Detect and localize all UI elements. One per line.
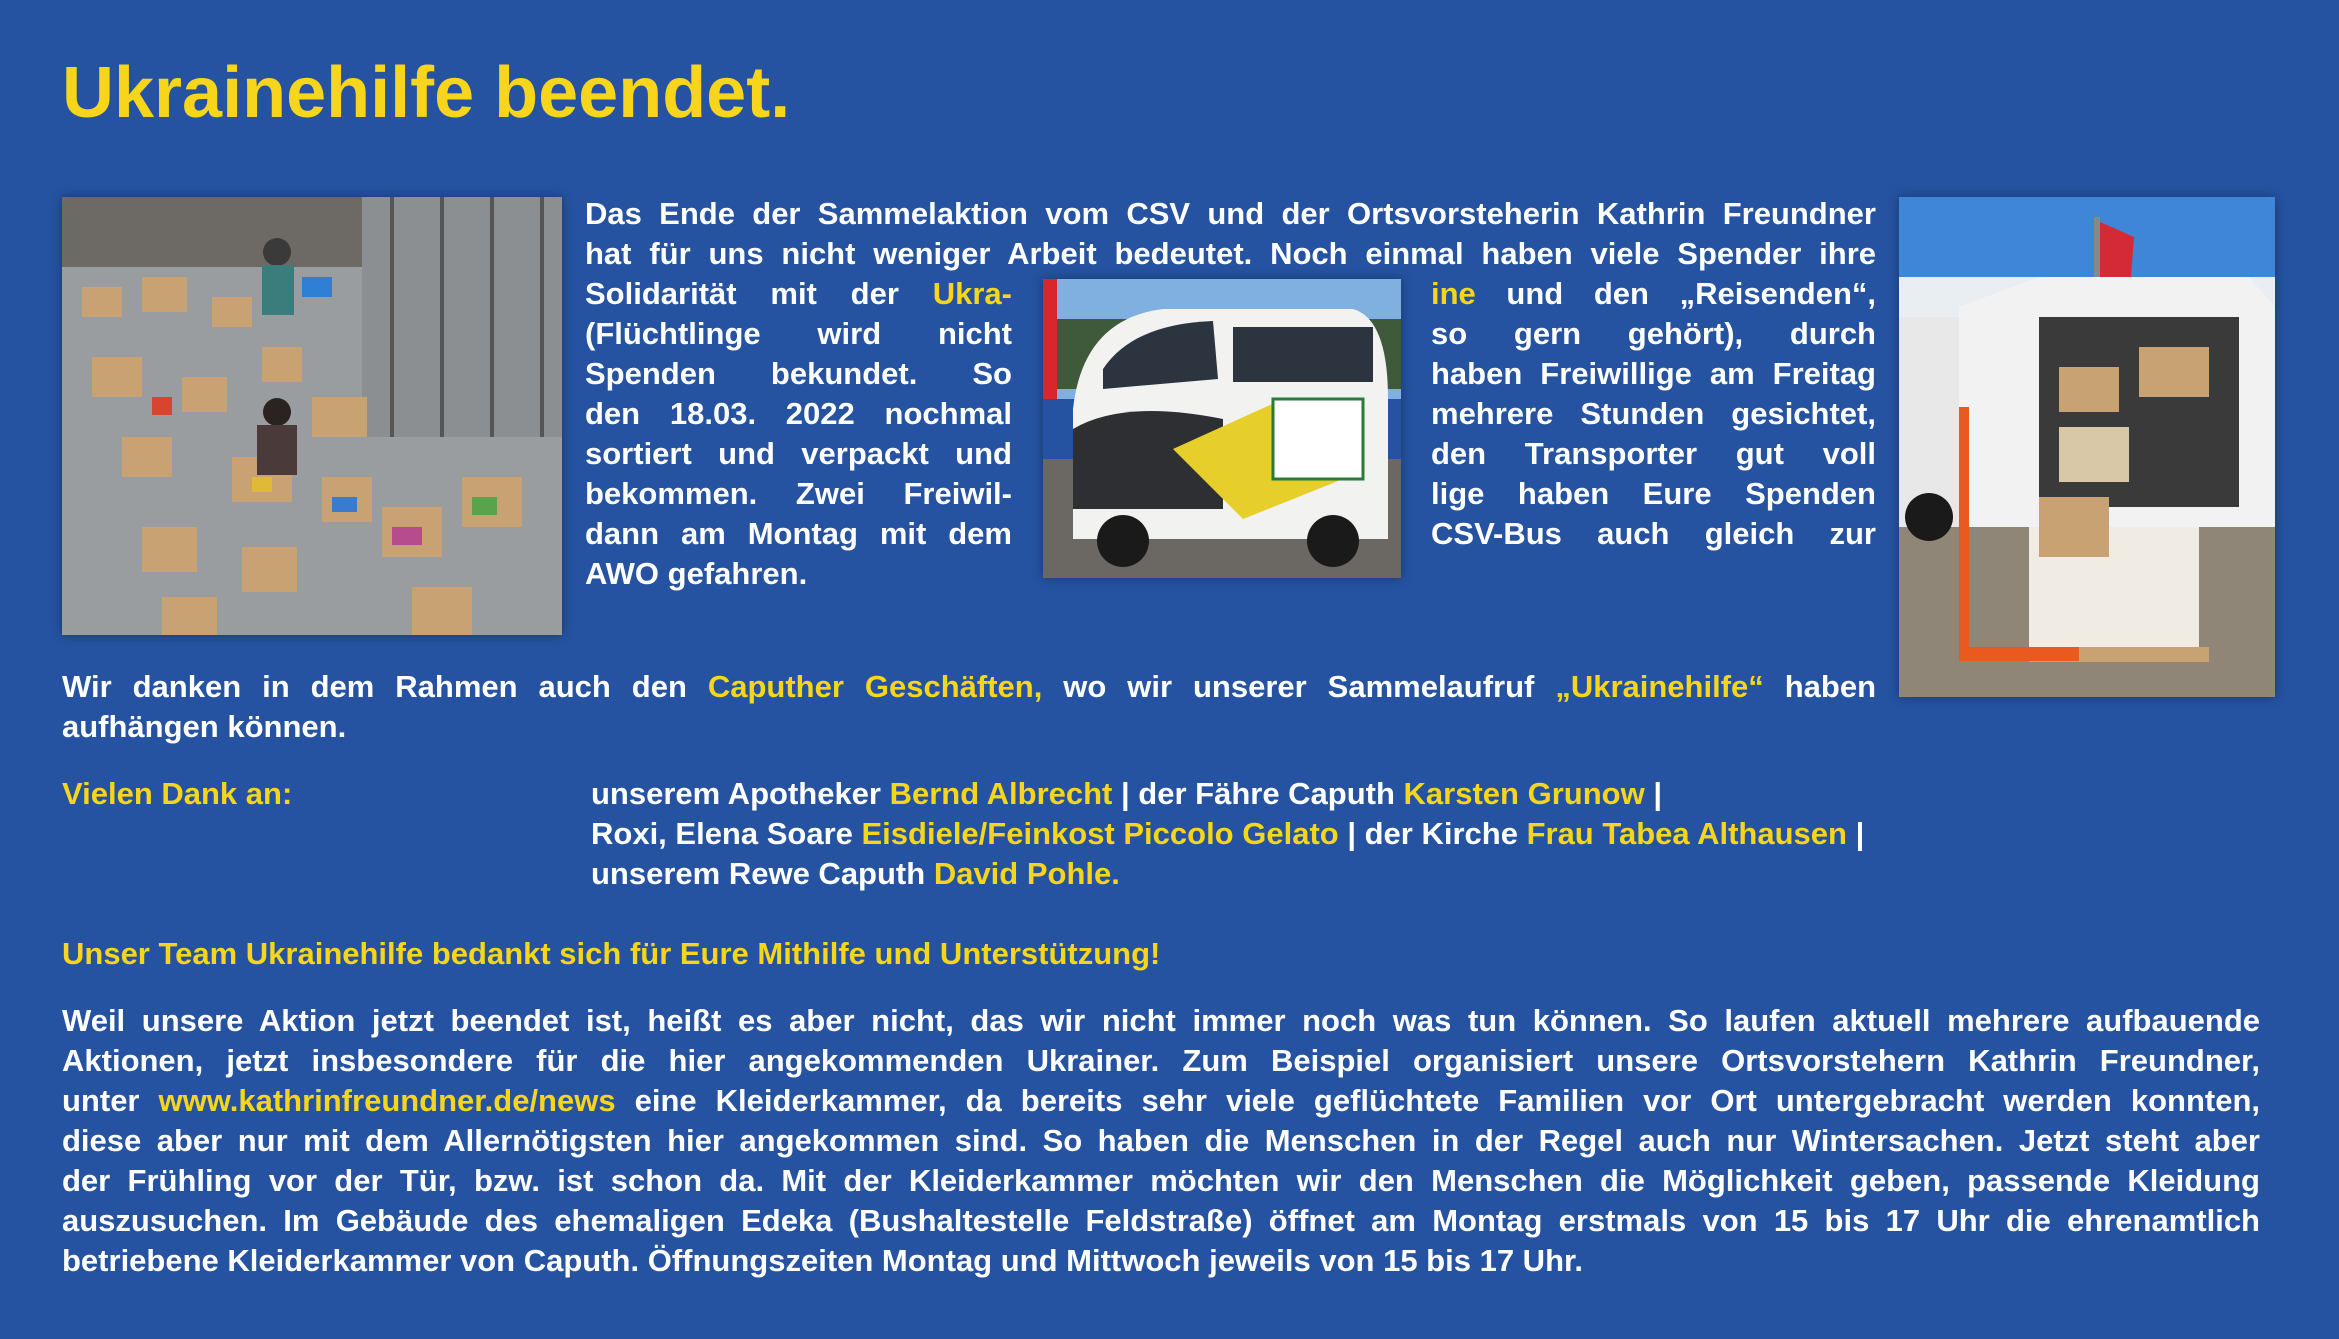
closing-line: diese aber nur mit dem Allernötigsten hier angekommen sind. So haben die Menschen in der Regel auch nur Wintersachen. Jetzt steht aber [62,1123,2260,1158]
closing-line [62,1081,2260,1121]
intro-line-2: hat für uns nicht weniger Arbeit bedeutet. Noch einmal haben viele Spender ihre [585,236,1876,271]
text-run: | der Fähre Caputh [1112,776,1404,811]
team-thanks-line: Unser Team Ukrainehilfe bedankt sich für Eure Mithilfe und Unterstützung! [62,936,1161,971]
closing-paragraph [62,1001,2260,1281]
text-run: Roxi, Elena Soare [591,816,862,851]
intro-left-line: (Flüchtlinge wird nicht [585,316,1012,351]
intro-right-line: haben Freiwillige am Freitag [1431,356,1876,391]
highlight-ukrainehilfe: „Ukrainehilfe“ [1555,669,1764,704]
thanks-name: Frau Tabea Althausen [1526,816,1847,851]
intro-right-line: mehrere Stunden gesichtet, [1431,396,1876,431]
photo-csv-van [1043,279,1401,578]
intro-left-line: den 18.03. 2022 nochmal [585,396,1012,431]
thanks-shops-line [62,667,1876,707]
closing-line: betriebene Kleiderkammer von Caputh. Öffnungszeiten Montag und Mittwoch jeweils von 15 bis 17 Uhr. [62,1243,1583,1278]
intro-left-line [585,274,1012,314]
thanks-name: David Pohle. [933,856,1120,891]
text-run: haben [1763,669,1877,704]
photo-loaded-transporter [1899,197,2275,697]
highlight-shops: Caputher Geschäften, [707,669,1043,704]
thanks-name: Eisdiele/Feinkost Piccolo Gelato [861,816,1339,851]
text-run: wo wir unserer Sammelaufruf [1042,669,1556,704]
separator: | [1644,776,1662,811]
intro-left-line: AWO gefahren. [585,556,808,591]
intro-left-line: dann am Montag mit dem [585,516,1012,551]
thanks-label: Vielen Dank an: [62,776,293,811]
closing-line: auszusuchen. Im Gebäude des ehemaligen Edeka (Bushaltestelle Feldstraße) öffnet am Montag erstmals von 15 bis 17 Uhr die ehrenamtlich [62,1203,2260,1238]
text-run: unter [62,1083,159,1118]
highlight-ukraine: ine [1431,276,1476,311]
closing-line: der Frühling vor der Tür, bzw. ist schon da. Mit der Kleiderkammer möchten wir den Menschen die Möglichkeit geben, passende Kleidung [62,1163,2260,1198]
thanks-name: Karsten Grunow [1403,776,1645,811]
intro-right-column [1431,274,1876,554]
text-run: Solidarität mit der [585,276,933,311]
text-run: unserem Apotheker [591,776,890,811]
thanks-shops-line: aufhängen können. [62,709,347,744]
intro-line-1: Das Ende der Sammelaktion vom CSV und der Ortsvorsteherin Kathrin Freundner [585,196,1876,231]
thanks-row-2 [591,814,1864,854]
separator: | [1846,816,1865,851]
intro-right-line: CSV-Bus auch gleich zur [1431,516,1876,551]
closing-line: Weil unsere Aktion jetzt beendet ist, heißt es aber nicht, das wir nicht immer noch was tun können. So laufen aktuell mehrere aufbauende [62,1003,2260,1038]
thanks-name: Bernd Albrecht [889,776,1113,811]
intro-right-line: lige haben Eure Spenden [1431,476,1876,511]
page-title: Ukrainehilfe beendet. [62,53,791,133]
intro-right-line [1431,274,1876,314]
news-link[interactable]: www.kathrinfreundner.de/news [158,1083,616,1118]
intro-left-line: Spenden bekundet. So [585,356,1012,391]
intro-right-line: den Transporter gut voll [1431,436,1876,471]
closing-line: Aktionen, jetzt insbesondere für die hier angekommenden Ukrainer. Zum Beispiel organisiert unsere Ortsvorstehern Kathrin Freundner, [62,1043,2260,1078]
text-run: und den „Reisenden“, [1475,276,1876,311]
text-run: unserem Rewe Caputh [591,856,934,891]
intro-left-line: bekommen. Zwei Freiwil- [585,476,1012,511]
text-run: eine Kleiderkammer, da bereits sehr viele geflüchtete Familien vor Ort untergebracht werden konnten, [615,1083,2260,1118]
photo-sorting-hall [62,197,562,635]
thanks-row-3 [591,854,1120,894]
thanks-row-1 [591,774,1662,814]
text-run: | der Kirche [1338,816,1527,851]
highlight-ukraine: Ukra- [932,276,1012,311]
intro-left-line: sortiert und verpackt und [585,436,1012,471]
intro-left-column [585,274,1012,594]
intro-right-line: so gern gehört), durch [1431,316,1876,351]
text-run: Wir danken in dem Rahmen auch den [62,669,708,704]
thanks-shops-paragraph [62,667,1876,747]
